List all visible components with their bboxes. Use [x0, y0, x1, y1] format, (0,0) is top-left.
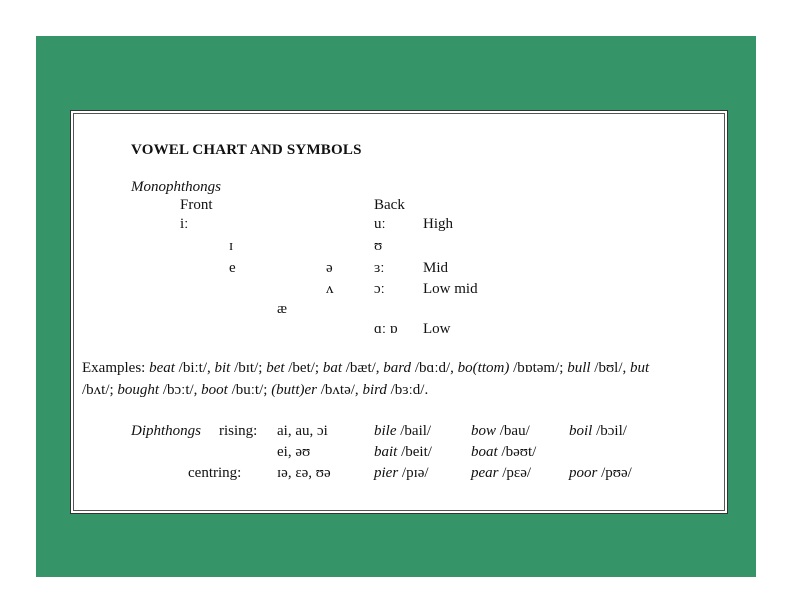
example-word: poor — [569, 465, 598, 481]
diphthong-example-boil — [569, 422, 627, 440]
diphthong-example-bow — [471, 422, 530, 440]
example-ipa: /biːt/, — [174, 360, 215, 376]
example-ipa: /bau/ — [496, 423, 530, 439]
rising-label: rising: — [219, 423, 258, 439]
diphthong-example-boat — [471, 443, 536, 461]
examples-line-2 — [82, 381, 428, 399]
example-ipa: /bʌtə/, — [317, 382, 363, 398]
examples-label: Examples: — [82, 360, 146, 376]
centring-symbols: ɪə, ɛə, ʊə — [277, 465, 331, 481]
example-word: bird — [362, 382, 387, 398]
symbol-short-u: ʊ — [374, 238, 383, 254]
example-word: bet — [266, 360, 285, 376]
example-word: boot — [201, 382, 228, 398]
height-mid: Mid — [423, 260, 449, 276]
example-word: boil — [569, 423, 593, 439]
example-word: bard — [383, 360, 412, 376]
symbol-e: e — [229, 260, 236, 276]
diphthong-example-bait — [374, 443, 432, 461]
symbol-o-long: ɔː — [374, 281, 385, 297]
example-ipa: /pɪə/ — [398, 465, 429, 481]
example-ipa: /bɑːd/, — [411, 360, 458, 376]
back-label: Back — [374, 197, 405, 213]
page-title: VOWEL CHART AND SYMBOLS — [131, 142, 362, 158]
height-high: High — [423, 216, 453, 232]
example-ipa: /bʊl/, — [590, 360, 631, 376]
example-ipa: /buːt/; — [227, 382, 272, 398]
symbol-short-i: ɪ — [229, 238, 234, 254]
example-word: pear — [471, 465, 499, 481]
example-ipa: /bəʊt/ — [497, 444, 537, 460]
example-word: (butt)er — [271, 382, 318, 398]
example-ipa: /bʌt/; — [82, 382, 118, 398]
example-word: bat — [322, 360, 343, 376]
example-word: bo(ttom) — [457, 360, 510, 376]
example-ipa: /bet/; — [284, 360, 323, 376]
example-word: bull — [567, 360, 591, 376]
example-ipa: /bɒtəm/; — [509, 360, 568, 376]
diphthong-example-bile — [374, 422, 431, 440]
example-ipa: /bɜːd/. — [386, 382, 429, 398]
examples-line-1 — [82, 359, 649, 377]
front-label: Front — [180, 197, 213, 213]
symbol-u-long: uː — [374, 216, 386, 232]
symbol-i-long: iː — [180, 216, 189, 232]
height-low: Low — [423, 321, 451, 337]
diphthongs-heading: Diphthongs — [131, 423, 202, 439]
symbol-wedge: ʌ — [326, 281, 334, 297]
example-word: but — [630, 360, 650, 376]
symbol-er-long: ɜː — [374, 260, 385, 276]
example-ipa: /bail/ — [396, 423, 432, 439]
example-ipa: /bɔːt/, — [159, 382, 202, 398]
vowel-chart-card — [73, 113, 725, 511]
example-word: beat — [149, 360, 175, 376]
diphthong-example-pier — [374, 464, 429, 482]
example-word: bought — [117, 382, 160, 398]
example-word: pier — [374, 465, 399, 481]
example-ipa: /bɔil/ — [592, 423, 627, 439]
symbol-ash: æ — [277, 301, 288, 317]
symbol-schwa: ə — [326, 260, 333, 276]
example-word: bait — [374, 444, 398, 460]
example-word: bow — [471, 423, 497, 439]
diphthong-example-poor — [569, 464, 632, 482]
example-word: bile — [374, 423, 397, 439]
example-ipa: /pʊə/ — [597, 465, 632, 481]
example-ipa: /bɪt/; — [230, 360, 267, 376]
symbol-a-long-o: ɑː ɒ — [374, 321, 398, 337]
example-ipa: /beit/ — [397, 444, 432, 460]
rising-symbols-row-1: ai, au, ɔi — [277, 423, 328, 439]
example-word: bit — [214, 360, 231, 376]
height-low-mid: Low mid — [423, 281, 478, 297]
centring-label: centring: — [188, 465, 242, 481]
rising-symbols-row-2: ei, əʊ — [277, 444, 311, 460]
example-ipa: /pɛə/ — [498, 465, 532, 481]
diphthong-example-pear — [471, 464, 531, 482]
monophthongs-heading: Monophthongs — [131, 179, 221, 195]
example-word: boat — [471, 444, 498, 460]
example-ipa: /bæt/, — [342, 360, 384, 376]
